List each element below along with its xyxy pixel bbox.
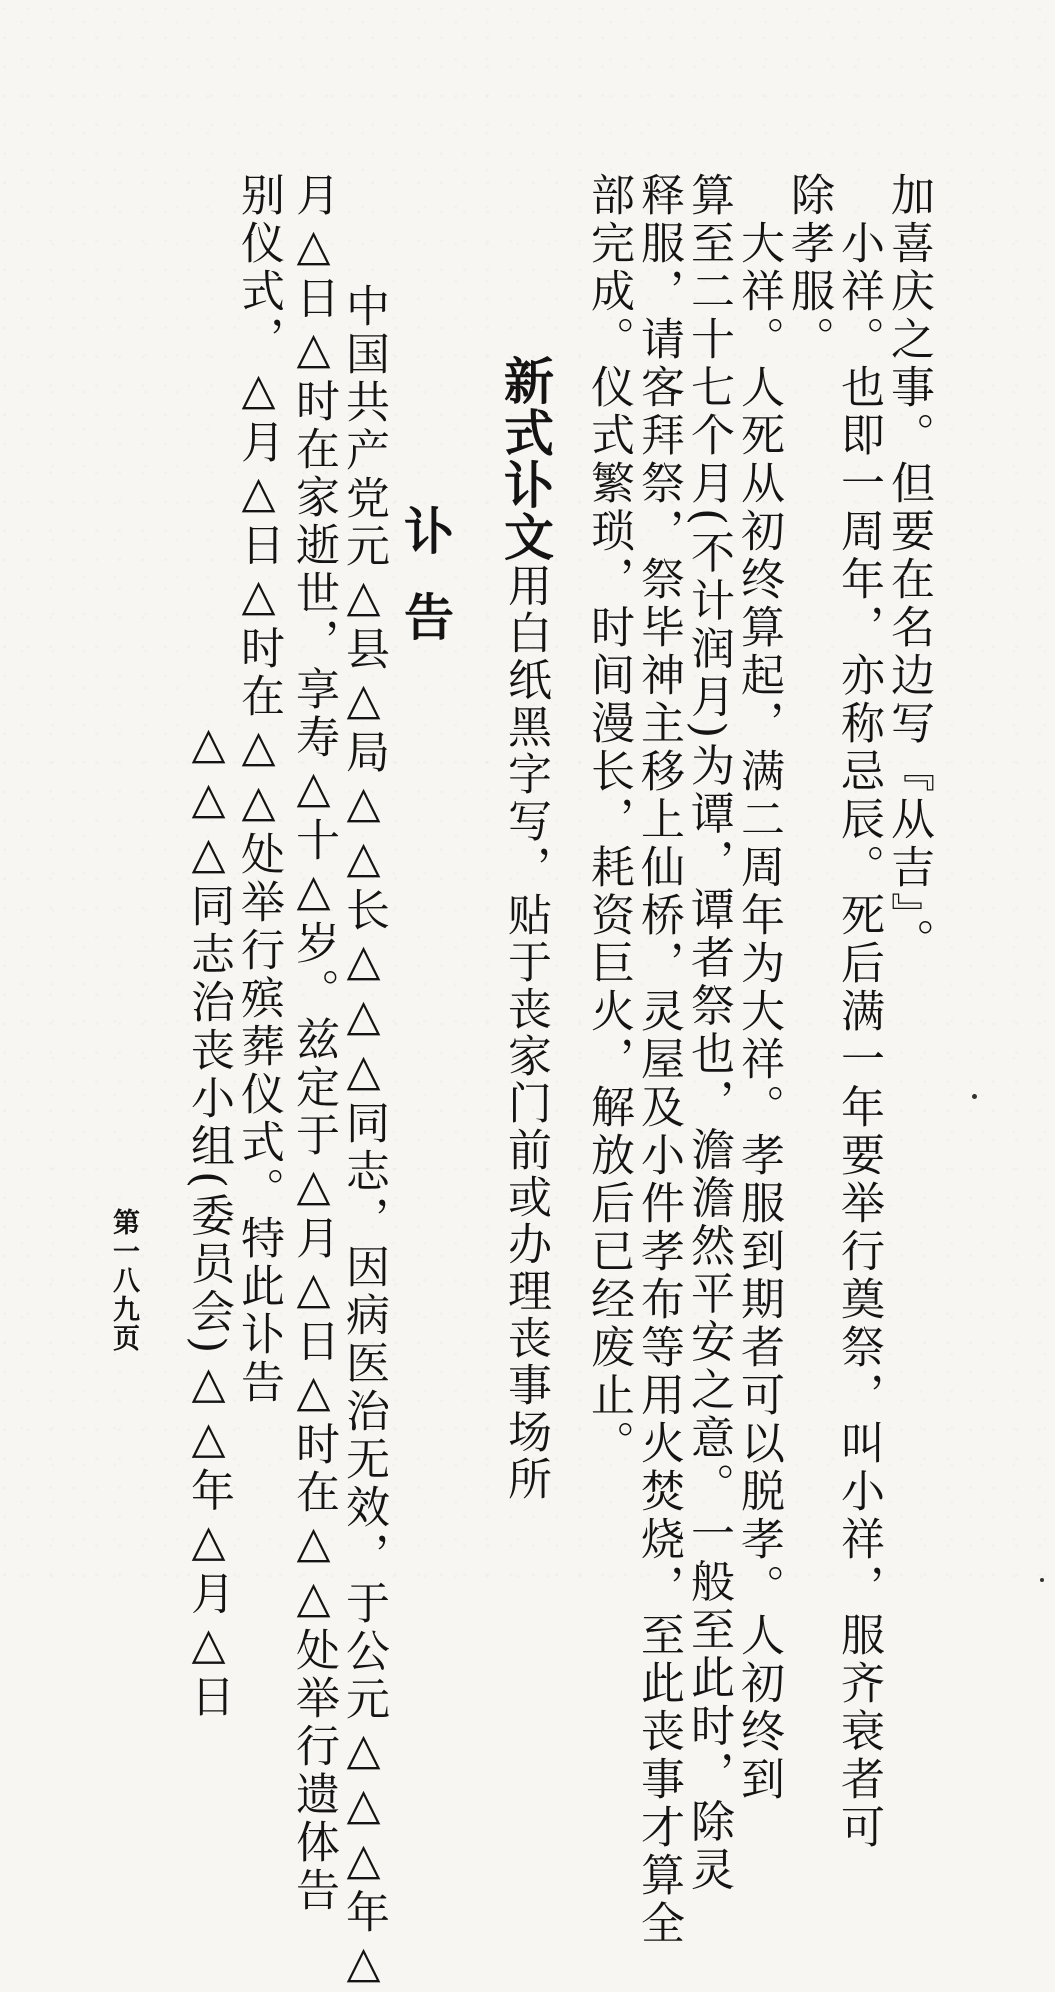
notice-signature: △△△同志治丧小组(委员会)△△年△月△日 [183,718,234,1722]
notice-title: 讣告 [396,505,455,677]
body-line-7: 部完成。仪式繁琐，时间漫长，耗资巨火，解放后已经废止。 [583,172,634,1468]
section-subheading: 用白纸黑字写，贴于丧家门前或办理丧事场所 [500,563,551,1503]
body-line-4: 大祥。人死从初终算起，满二周年为大祥。孝服到期者可以脱孝。人初终到 [733,172,784,1804]
ink-speck [972,1094,977,1099]
body-line-3: 除孝服。 [783,172,834,364]
section-heading-column [496,355,555,1503]
body-line-2: 小祥。也即一周年，亦称忌辰。死后满一年要举行奠祭，叫小祥，服齐衰者可 [833,172,884,1852]
notice-line-3: 别仪式，△月△日△时在△△处举行殡葬仪式。特此讣告 [233,172,284,1407]
notice-line-2: 月△日△时在家逝世，享寿△十△岁。兹定于△月△日△时在△△处举行遗体告 [288,172,339,1915]
page-number: 第一八九页 [108,1208,139,1353]
body-line-5: 算至二十七个月(不计润月)为谭，谭者祭也，澹澹然平安之意。一般至此时，除灵 [683,172,734,1895]
ink-speck [1040,1578,1044,1582]
body-line-1: 加喜庆之事。但要在名边写『从吉』。 [883,172,934,966]
section-heading: 新式讣文 [496,355,555,563]
notice-line-1: 中国共产党元△县△局△△长△△△同志，因病医治无效，于公元△△△年△ [338,235,389,1992]
body-line-6: 释服，请客拜祭，祭毕神主移上仙桥，灵屋及小件孝布等用火焚烧，至此丧事才算全 [633,172,684,1948]
